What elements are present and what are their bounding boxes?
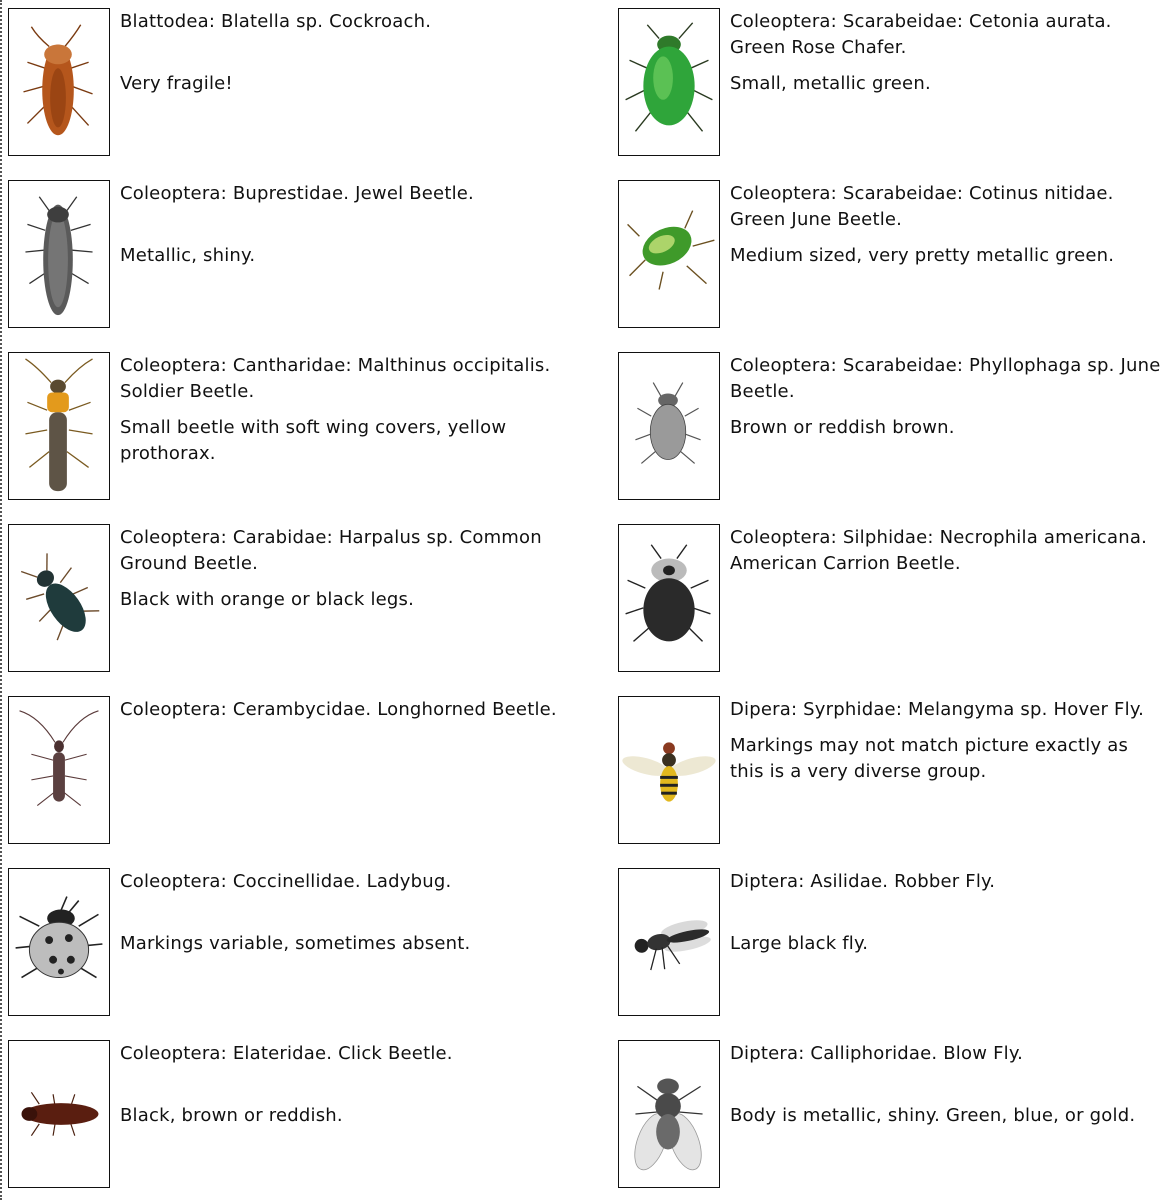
entry-description: Body is metallic, shiny. Green, blue, or gold. xyxy=(730,1105,1136,1126)
entry-description: Very fragile! xyxy=(120,73,233,94)
entry-title: Coleoptera: Coccinellidae. Ladybug. xyxy=(120,871,452,892)
rose-chafer-illustration xyxy=(618,8,720,156)
entry-title: Coleoptera: Cantharidae: Malthinus occipitalis. Soldier Beetle. xyxy=(120,355,551,402)
entry-title: Diptera: Calliphoridae. Blow Fly. xyxy=(730,1043,1024,1064)
cockroach-illustration xyxy=(8,8,110,156)
entry-title: Coleoptera: Cerambycidae. Longhorned Beetle. xyxy=(120,699,557,720)
entry-description: Brown or reddish brown. xyxy=(730,417,955,438)
entry-description: Metallic, shiny. xyxy=(120,245,256,266)
entry-title: Coleoptera: Scarabeidae: Cetonia aurata. Green Rose Chafer. xyxy=(730,11,1112,58)
hover-fly-illustration xyxy=(618,696,720,844)
entry-description: Large black fly. xyxy=(730,933,869,954)
entry-title: Coleoptera: Silphidae: Necrophila americana. American Carrion Beetle. xyxy=(730,527,1147,574)
insect-entry-green-june-beetle xyxy=(618,180,1163,331)
insect-entry-hover-fly xyxy=(618,696,1163,847)
entry-description: Markings may not match picture exactly as this is a very diverse group. xyxy=(730,735,1129,782)
left-dotted-border xyxy=(0,0,2,1200)
entry-title: Blattodea: Blatella sp. Cockroach. xyxy=(120,11,432,32)
jewel-beetle-illustration xyxy=(8,180,110,328)
entry-description: Black with orange or black legs. xyxy=(120,589,415,610)
entry-title: Dipera: Syrphidae: Melangyma sp. Hover Fly. xyxy=(730,699,1145,720)
insect-entry-blow-fly xyxy=(618,1040,1163,1191)
ground-beetle-illustration xyxy=(8,524,110,672)
insect-entry-longhorned-beetle xyxy=(8,696,568,847)
entry-description: Black, brown or reddish. xyxy=(120,1105,343,1126)
entry-description: Small, metallic green. xyxy=(730,73,931,94)
entry-title: Coleoptera: Scarabeidae: Cotinus nitidae. Green June Beetle. xyxy=(730,183,1114,230)
insect-entry-ground-beetle xyxy=(8,524,568,675)
entry-title: Coleoptera: Carabidae: Harpalus sp. Common Ground Beetle. xyxy=(120,527,542,574)
june-beetle-illustration xyxy=(618,352,720,500)
entry-title: Coleoptera: Buprestidae. Jewel Beetle. xyxy=(120,183,474,204)
entry-title: Coleoptera: Scarabeidae: Phyllophaga sp. June Beetle. xyxy=(730,355,1161,402)
entry-description: Medium sized, very pretty metallic green. xyxy=(730,245,1115,266)
insect-entry-click-beetle xyxy=(8,1040,568,1191)
robber-fly-illustration xyxy=(618,868,720,1016)
carrion-beetle-illustration xyxy=(618,524,720,672)
insect-entry-ladybug xyxy=(8,868,568,1019)
insect-entry-carrion-beetle xyxy=(618,524,1163,675)
insect-entry-jewel-beetle xyxy=(8,180,568,331)
insect-entry-rose-chafer xyxy=(618,8,1163,159)
longhorned-beetle-illustration xyxy=(8,696,110,844)
soldier-beetle-illustration xyxy=(8,352,110,500)
blow-fly-illustration xyxy=(618,1040,720,1188)
click-beetle-illustration xyxy=(8,1040,110,1188)
entry-description: Small beetle with soft wing covers, yellow prothorax. xyxy=(120,417,507,464)
entry-title: Diptera: Asilidae. Robber Fly. xyxy=(730,871,996,892)
entry-description: Markings variable, sometimes absent. xyxy=(120,933,471,954)
entry-title: Coleoptera: Elateridae. Click Beetle. xyxy=(120,1043,453,1064)
insect-entry-cockroach xyxy=(8,8,568,159)
insect-entry-soldier-beetle xyxy=(8,352,568,503)
insect-entry-robber-fly xyxy=(618,868,1163,1019)
green-june-beetle-illustration xyxy=(618,180,720,328)
ladybug-illustration xyxy=(8,868,110,1016)
insect-entry-june-beetle xyxy=(618,352,1163,503)
